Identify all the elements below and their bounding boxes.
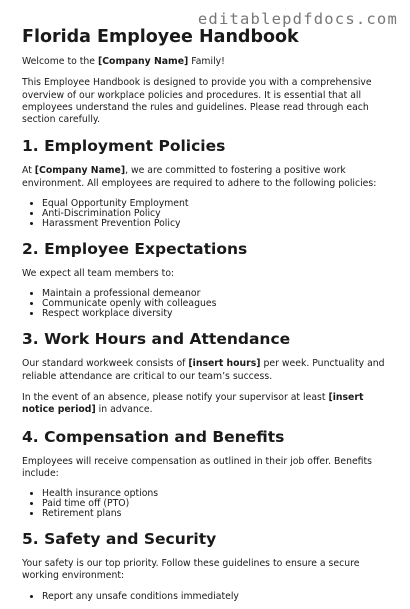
company-name-placeholder: [Company Name] [34,165,126,177]
employment-paragraph: At [Company Name], we are committed to fostering a positive work environment. All employees are required to adhere to the following policies: [22,165,377,189]
expectations-list [22,289,392,319]
company-name-placeholder: [Company Name] [97,56,189,67]
section-heading-safety: 5. Safety and Security [22,530,217,549]
welcome-text: Welcome to the [Company Name] Family! [22,56,225,67]
list-item: • Report any unsafe conditions immediately [42,592,392,602]
section-heading-expectations: 2. Employee Expectations [22,240,248,259]
hours-placeholder: [insert hours] [188,358,261,370]
page-title: Florida Employee Handbook [22,27,299,47]
section-heading-hours: 3. Work Hours and Attendance [22,330,291,349]
section-heading-employment: 1. Employment Policies [22,137,226,156]
section-heading-compensation: 4. Compensation and Benefits [22,427,285,446]
benefits-list [22,489,392,519]
compensation-paragraph: Employees will receive compensation as outlined in their job offer. Benefits include: [22,455,373,479]
employment-policy-list [22,199,392,229]
hours-paragraph: Our standard workweek consists of [insert hours] per week. Punctuality and reliable attendance are critical to our team’s success. [22,358,385,382]
list-item: • Health insurance options [42,489,392,499]
list-item: • Anti-Discrimination Policy [42,209,392,219]
document-page [22,26,392,609]
intro-paragraph: This Employee Handbook is designed to provide you with a comprehensive overview of our workplace policies and procedures. It is essential that all employees understand the rules and guidelines. Please read through each section carefully. [22,77,372,126]
expectations-paragraph: We expect all team members to: [22,268,175,280]
list-item: • Equal Opportunity Employment [42,199,392,209]
safety-paragraph: Your safety is our top priority. Follow these guidelines to ensure a secure working environment: [22,558,360,582]
safety-list [22,592,392,602]
watermark: editablepdfdocs.com [197,10,398,28]
absence-paragraph: In the event of an absence, please notify your supervisor at least [insert notice period] in advance. [22,391,364,416]
list-item: • Retirement plans [42,509,392,519]
list-item: • Maintain a professional demeanor [42,289,392,299]
list-item: • Harassment Prevention Policy [42,219,392,229]
list-item: • Respect workplace diversity [42,309,392,319]
notice-period-placeholder: [insert notice period] [22,391,364,416]
list-item: • Paid time off (PTO) [42,499,392,509]
list-item: • Communicate openly with colleagues [42,299,392,309]
